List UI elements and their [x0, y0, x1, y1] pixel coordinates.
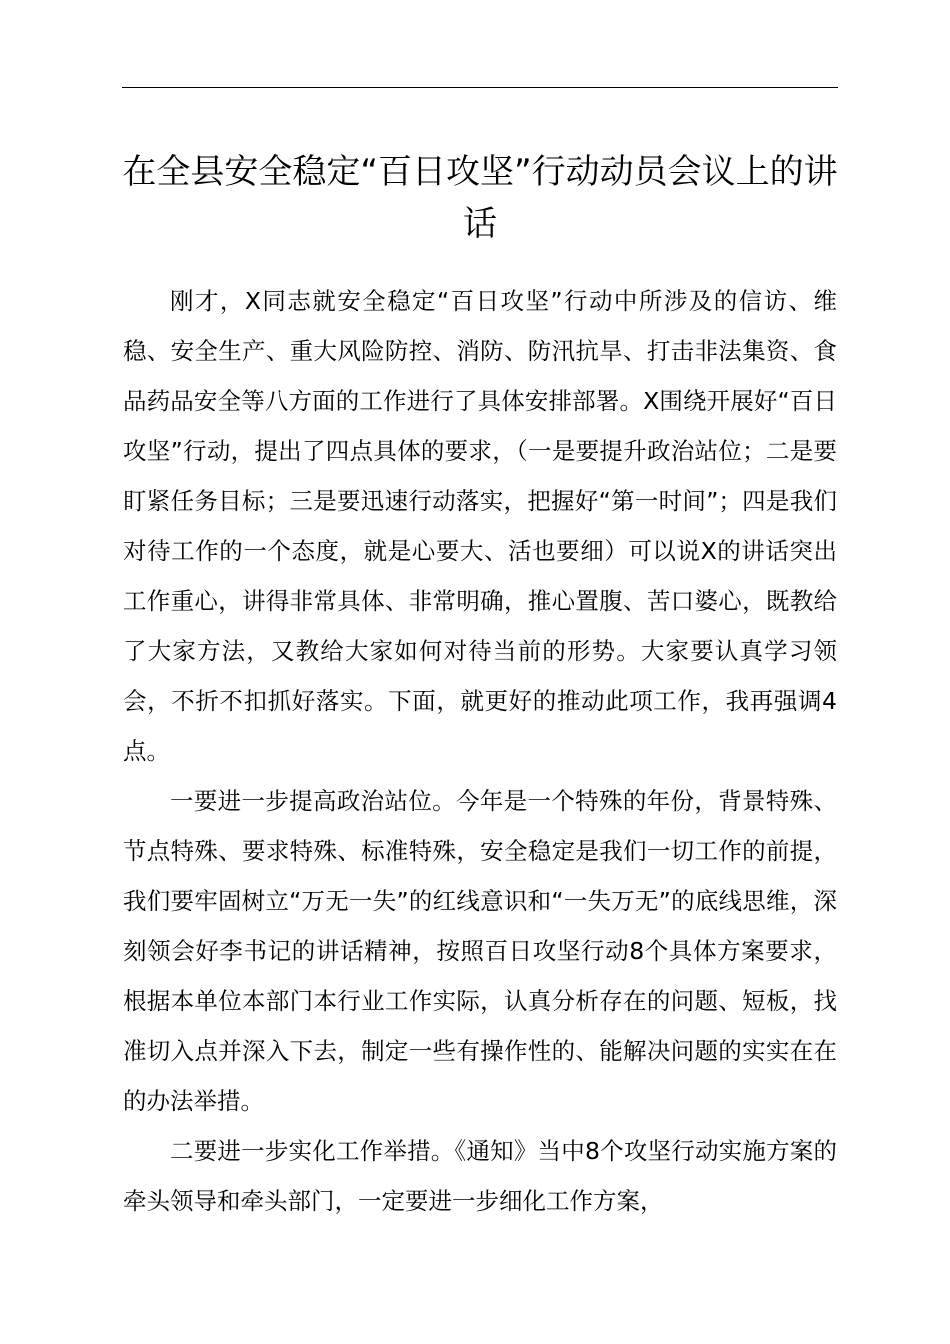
document-body: [123, 276, 837, 1226]
paragraph-intro: 刚才，X同志就安全稳定“百日攻坚”行动中所涉及的信访、维稳、安全生产、重大风险防控、消防、防汛抗旱、打击非法集资、食品药品安全等八方面的工作进行了具体安排部署。X围绕开展好“百日攻坚”行动，提出了四点具体的要求，（一是要提升政治站位；二是要盯紧任务目标；三是要迅速行动落实，把握好“第一时间”；四是我们对待工作的一个态度，就是心要大、活也要细）可以说X的讲话突出工作重心，讲得非常具体、非常明确，推心置腹、苦口婆心，既教给了大家方法，又教给大家如何对待当前的形势。大家要认真学习领会，不折不扣抓好落实。下面，就更好的推动此项工作，我再强调4点。: [123, 287, 837, 765]
paragraph-point-one: 一要进一步提高政治站位。今年是一个特殊的年份，背景特殊、节点特殊、要求特殊、标准特殊，安全稳定是我们一切工作的前提，我们要牢固树立“万无一失”的红线意识和“一失万无”的底线思维，深刻领会好李书记的讲话精神，按照百日攻坚行动8个具体方案要求，根据本单位本部门本行业工作实际，认真分析存在的问题、短板，找准切入点并深入下去，制定一些有操作性的、能解决问题的实实在在的办法举措。: [123, 787, 837, 1115]
paragraph-point-two: 二要进一步实化工作举措。《通知》当中8个攻坚行动实施方案的牵头领导和牵头部门，一定要进一步细化工作方案，: [123, 1137, 837, 1215]
document-title: 在全县安全稳定“百日攻坚”行动动员会议上的讲话: [122, 152, 838, 244]
header-rule: [122, 87, 838, 88]
